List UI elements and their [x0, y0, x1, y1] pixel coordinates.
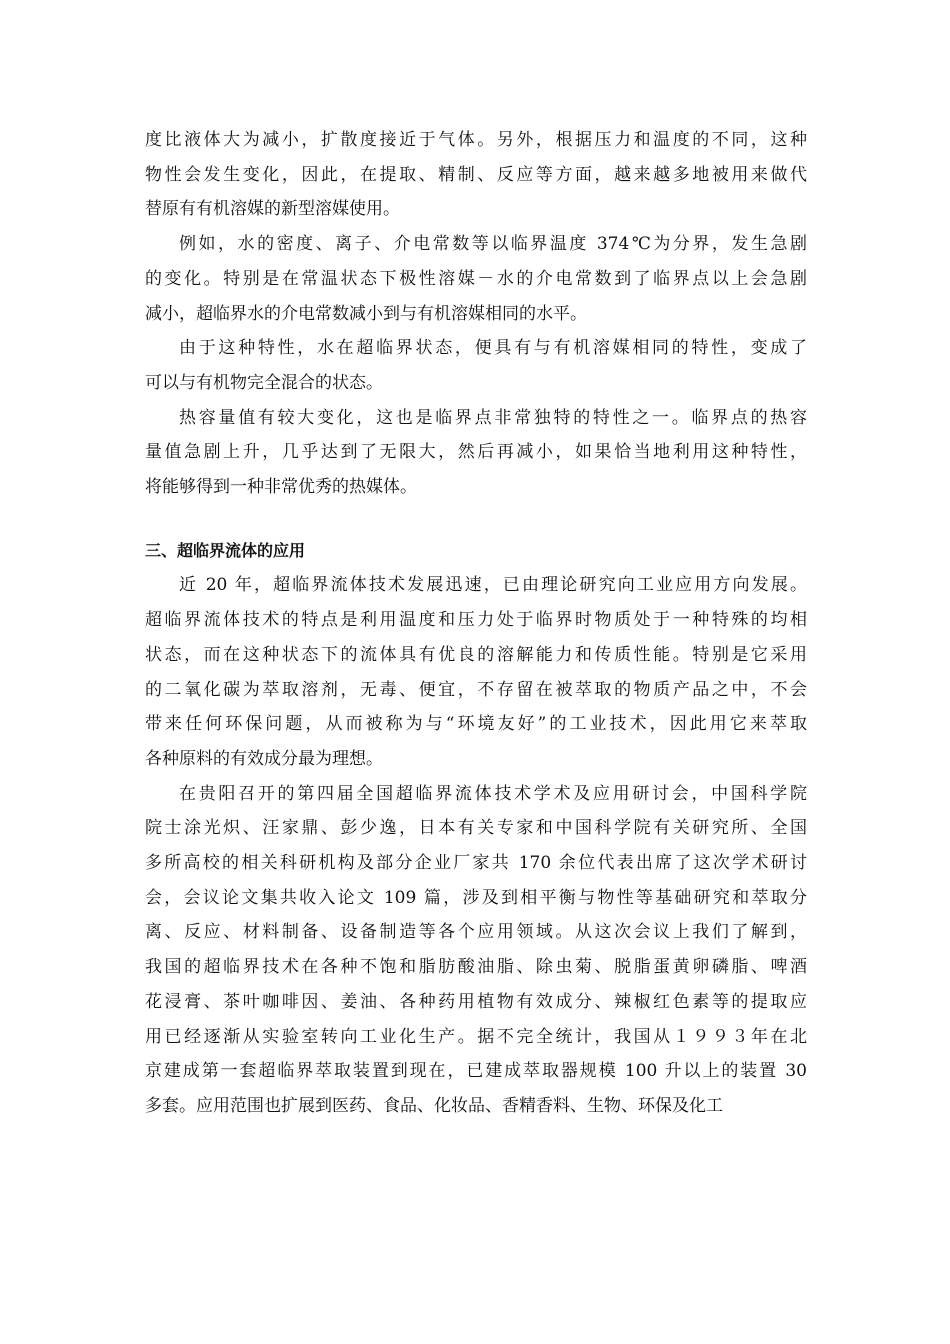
- text-line: 我国的超临界技术在各种不饱和脂肪酸油脂、除虫菊、脱脂蛋黄卵磷脂、啤酒: [145, 957, 807, 978]
- text-line: 院士涂光炽、汪家鼎、彭少逸，日本有关专家和中国科学院有关研究所、全国: [145, 818, 807, 839]
- text-line: 度比液体大为减小，扩散度接近于气体。另外，根据压力和温度的不同，这种: [145, 130, 807, 150]
- text-line: 物性会发生变化，因此，在提取、精制、反应等方面，越来越多地被用来做代: [145, 164, 807, 185]
- text-line: 量值急剧上升，几乎达到了无限大，然后再减小，如果恰当地利用这种特性，: [145, 442, 807, 463]
- text-line: 的变化。特别是在常温状态下极性溶媒－水的介电常数到了临界点以上会急剧: [145, 268, 807, 289]
- text-line: 将能够得到一种非常优秀的热媒体。: [145, 477, 417, 498]
- text-line: 近 20 年，超临界流体技术发展迅速，已由理论研究向工业应用方向发展。: [179, 575, 807, 596]
- text-line: 例如，水的密度、离子、介电常数等以临界温度 374℃为分界，发生急剧: [179, 234, 807, 255]
- text-line: 替原有有机溶媒的新型溶媒使用。: [145, 199, 400, 220]
- text-line: 花浸膏、茶叶咖啡因、姜油、各种药用植物有效成分、辣椒红色素等的提取应: [145, 991, 807, 1012]
- text-line: 京建成第一套超临界萃取装置到现在，已建成萃取器规模 100 升以上的装置 30: [145, 1061, 807, 1082]
- text-line: 离、反应、材料制备、设备制造等各个应用领域。从这次会议上我们了解到，: [145, 922, 807, 943]
- text-line: 热容量值有较大变化，这也是临界点非常独特的特性之一。临界点的热容: [179, 407, 807, 428]
- body-text-after-heading: [145, 568, 807, 1123]
- text-line: 状态，而在这种状态下的流体具有优良的溶解能力和传质性能。特别是它采用: [145, 644, 807, 665]
- section-heading: 三、超临界流体的应用: [145, 540, 306, 560]
- paragraph: [145, 568, 807, 776]
- text-line: 由于这种特性，水在超临界状态，便具有与有机溶媒相同的特性，变成了: [179, 338, 807, 359]
- text-line: 带来任何环保问题，从而被称为与“环境友好”的工业技术，因此用它来萃取: [145, 714, 807, 735]
- paragraph: [145, 331, 807, 400]
- text-line: 减小，超临界水的介电常数减小到与有机溶媒相同的水平。: [145, 303, 587, 324]
- paragraph: [145, 227, 807, 331]
- text-line: 会，会议论文集共收入论文 109 篇，涉及到相平衡与物性等基础研究和萃取分: [145, 887, 807, 908]
- text-line: 超临界流体技术的特点是利用温度和压力处于临界时物质处于一种特殊的均相: [145, 610, 807, 631]
- text-line: 可以与有机物完全混合的状态。: [145, 372, 383, 393]
- paragraph: [145, 777, 807, 1124]
- paragraph: [145, 123, 807, 227]
- paragraph: [145, 401, 807, 505]
- text-line: 各种原料的有效成分最为理想。: [145, 748, 383, 769]
- text-line: 用已经逐渐从实验室转向工业化生产。据不完全统计，我国从１９９３年在北: [145, 1026, 807, 1047]
- text-line: 多套。应用范围也扩展到医药、食品、化妆品、香精香料、生物、环保及化工: [145, 1095, 723, 1116]
- body-text-before-heading: [145, 123, 807, 505]
- document-page: [145, 123, 807, 1124]
- text-line: 的二氧化碳为萃取溶剂，无毒、便宜，不存留在被萃取的物质产品之中，不会: [145, 679, 807, 700]
- text-line: 在贵阳召开的第四届全国超临界流体技术学术及应用研讨会，中国科学院: [179, 783, 807, 804]
- text-line: 多所高校的相关科研机构及部分企业厂家共 170 余位代表出席了这次学术研讨: [145, 853, 807, 874]
